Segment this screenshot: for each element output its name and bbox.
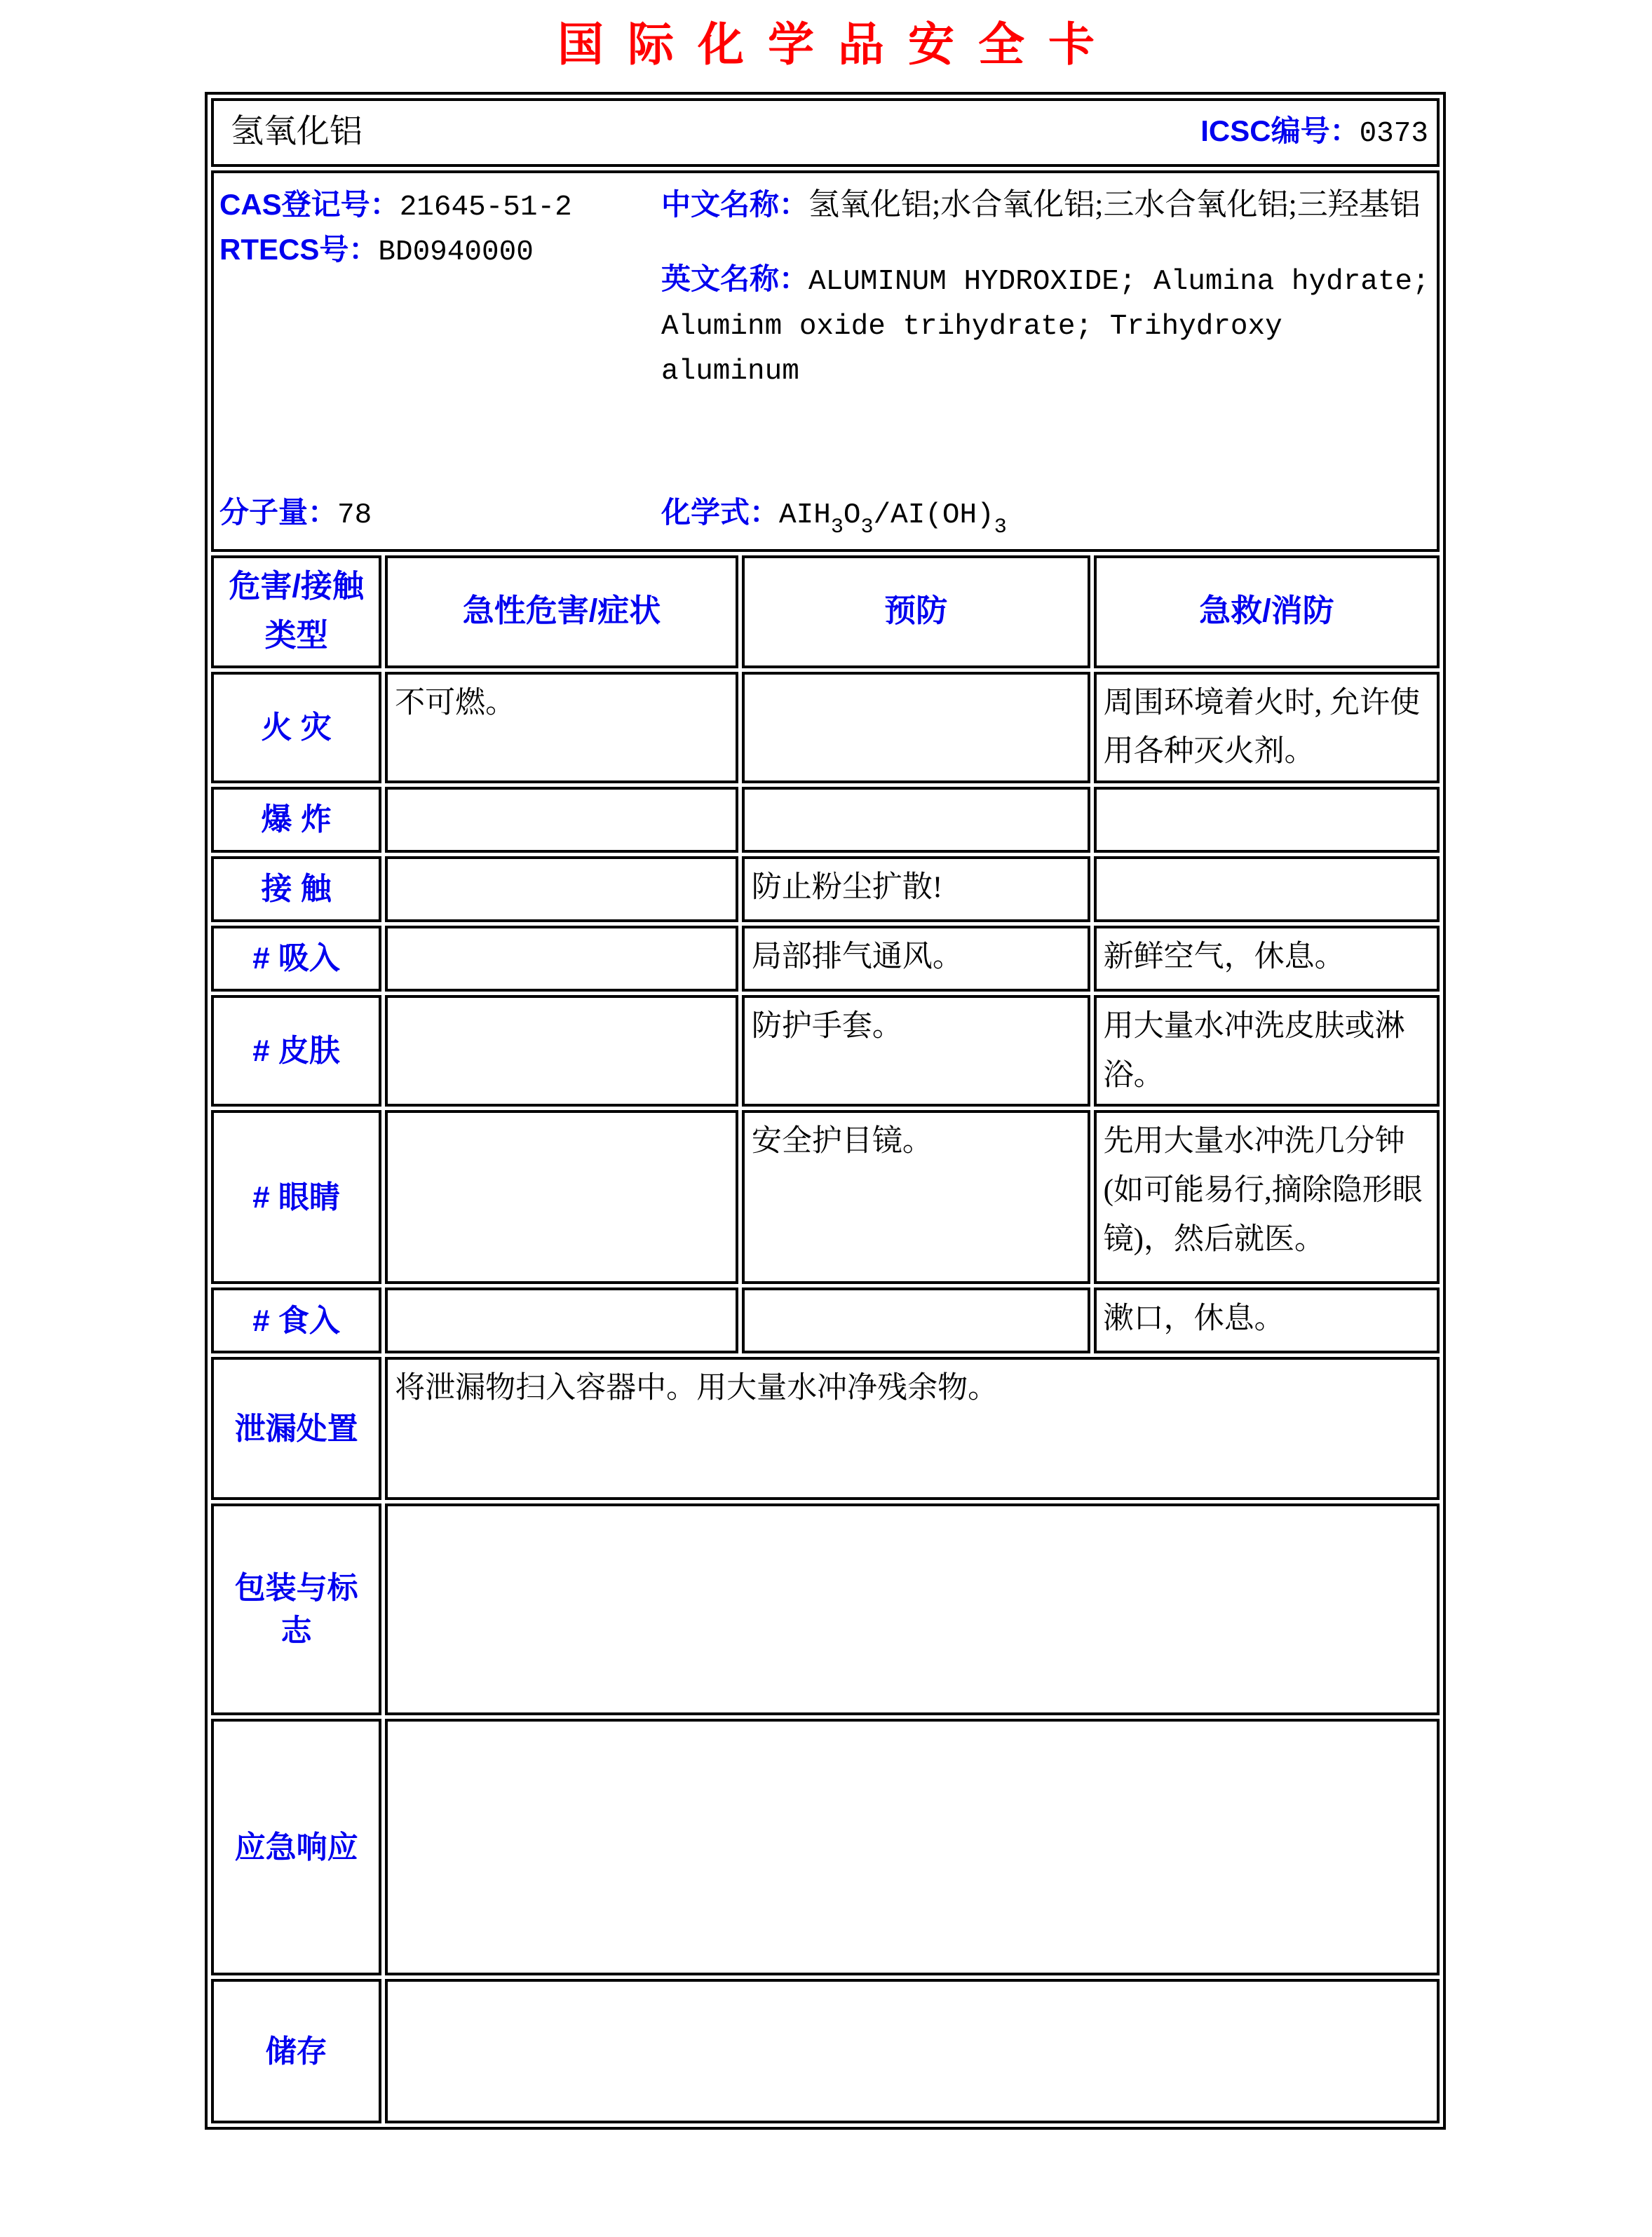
identifiers-right-column [661, 183, 1431, 542]
hazard-header-prevention: 预防 [742, 555, 1090, 668]
cell-skin-prevention: 防护手套。 [742, 995, 1090, 1107]
chemical-formula-label: 化学式： [661, 496, 780, 529]
row-label-emergency: 应急响应 [211, 1719, 381, 1975]
hazard-row-eyes [211, 1110, 1440, 1284]
section-row-emergency [211, 1719, 1440, 1975]
cell-eyes-firstaid: 先用大量水冲洗几分钟(如可能易行,摘除隐形眼镜)，然后就医。 [1094, 1110, 1440, 1284]
icsc-number-group [1200, 107, 1428, 157]
cell-spillage-content: 将泄漏物扫入容器中。用大量水冲净残余物。 [385, 1357, 1440, 1500]
section-row-packaging [211, 1503, 1440, 1715]
section-row-storage [211, 1979, 1440, 2123]
cell-inhalation-firstaid: 新鲜空气，休息。 [1094, 926, 1440, 992]
cell-inhalation-prevention: 局部排气通风。 [742, 926, 1090, 992]
row-label-inhalation: # 吸入 [211, 926, 381, 992]
rtecs-number-line [219, 228, 661, 273]
icsc-number-value: 0373 [1359, 117, 1428, 150]
row-label-storage: 储存 [211, 1979, 381, 2123]
rtecs-number-label: RTECS号： [219, 232, 379, 266]
cas-number-line [219, 183, 661, 228]
chinese-name-value: 氢氧化铝;水合氧化铝;三水合氧化铝;三羟基铝 [808, 187, 1421, 222]
hazard-header-firstaid: 急救/消防 [1094, 555, 1440, 668]
hazard-header-row [211, 555, 1440, 668]
chemical-formula-value: $AIH_3O_3/AI(OH)_3$ [779, 499, 1007, 540]
cell-eyes-prevention: 安全护目镜。 [742, 1110, 1090, 1284]
cell-fire-prevention [742, 672, 1090, 783]
row-label-eyes: # 眼睛 [211, 1110, 381, 1284]
molecular-weight-line [219, 491, 661, 536]
hazard-header-type: 危害/接触类型 [211, 555, 381, 668]
row-label-ingestion: # 食入 [211, 1288, 381, 1353]
cell-storage-content [385, 1979, 1440, 2123]
cell-explosion-prevention [742, 787, 1090, 853]
molecular-weight-value: 78 [337, 499, 372, 532]
cell-explosion-firstaid [1094, 787, 1440, 853]
cell-fire-firstaid: 周围环境着火时, 允许使用各种灭火剂。 [1094, 672, 1440, 783]
cell-emergency-content [385, 1719, 1440, 1975]
cell-exposure-symptoms [385, 856, 738, 922]
english-name-label: 英文名称： [661, 262, 809, 295]
hazard-row-inhalation [211, 926, 1440, 992]
icsc-number-label: ICSC编号： [1200, 114, 1360, 147]
chinese-name-label: 中文名称： [661, 187, 809, 221]
chemical-formula-line [661, 491, 1431, 540]
rtecs-number-value: BD0940000 [378, 236, 534, 269]
row-label-exposure: 接 触 [211, 856, 381, 922]
cell-exposure-firstaid [1094, 856, 1440, 922]
molecular-weight-label: 分子量： [219, 496, 338, 529]
row-label-fire: 火 灾 [211, 672, 381, 783]
identifiers-row [211, 170, 1440, 552]
row-label-spillage: 泄漏处置 [211, 1357, 381, 1500]
row-label-packaging: 包装与标志 [211, 1503, 381, 1715]
cas-number-value: 21645-51-2 [399, 191, 572, 224]
cas-number-label: CAS登记号： [219, 187, 400, 221]
header-strip-row [211, 98, 1440, 167]
identifiers-left-column [219, 183, 661, 542]
hazard-header-symptoms: 急性危害/症状 [385, 555, 738, 668]
cell-packaging-content [385, 1503, 1440, 1715]
hazard-row-fire [211, 672, 1440, 783]
cell-ingestion-firstaid: 漱口，休息。 [1094, 1288, 1440, 1353]
row-label-explosion: 爆 炸 [211, 787, 381, 853]
english-name-line [661, 257, 1431, 393]
cell-inhalation-symptoms [385, 926, 738, 992]
cell-fire-symptoms: 不可燃。 [385, 672, 738, 783]
cell-ingestion-prevention [742, 1288, 1090, 1353]
cell-ingestion-symptoms [385, 1288, 738, 1353]
english-name-value: ALUMINUM HYDROXIDE; Alumina hydrate; Aluminm oxide trihydrate; Trihydroxy aluminum [661, 265, 1430, 388]
cell-skin-symptoms [385, 995, 738, 1107]
header-strip-cell [211, 98, 1440, 167]
row-label-skin: # 皮肤 [211, 995, 381, 1107]
cell-skin-firstaid: 用大量水冲洗皮肤或淋浴。 [1094, 995, 1440, 1107]
page-title: 国际化学品安全卡 [557, 17, 1118, 72]
cell-explosion-symptoms [385, 787, 738, 853]
hazard-row-skin [211, 995, 1440, 1107]
chinese-name-line [661, 183, 1431, 227]
section-row-spillage [211, 1357, 1440, 1500]
cell-exposure-prevention: 防止粉尘扩散! [742, 856, 1090, 922]
safety-card-table [205, 92, 1446, 2130]
hazard-row-exposure [211, 856, 1440, 922]
cell-eyes-symptoms [385, 1110, 738, 1284]
hazard-row-explosion [211, 787, 1440, 853]
hazard-row-ingestion [211, 1288, 1440, 1353]
substance-name: 氢氧化铝 [231, 114, 363, 151]
identifiers-cell [211, 170, 1440, 552]
